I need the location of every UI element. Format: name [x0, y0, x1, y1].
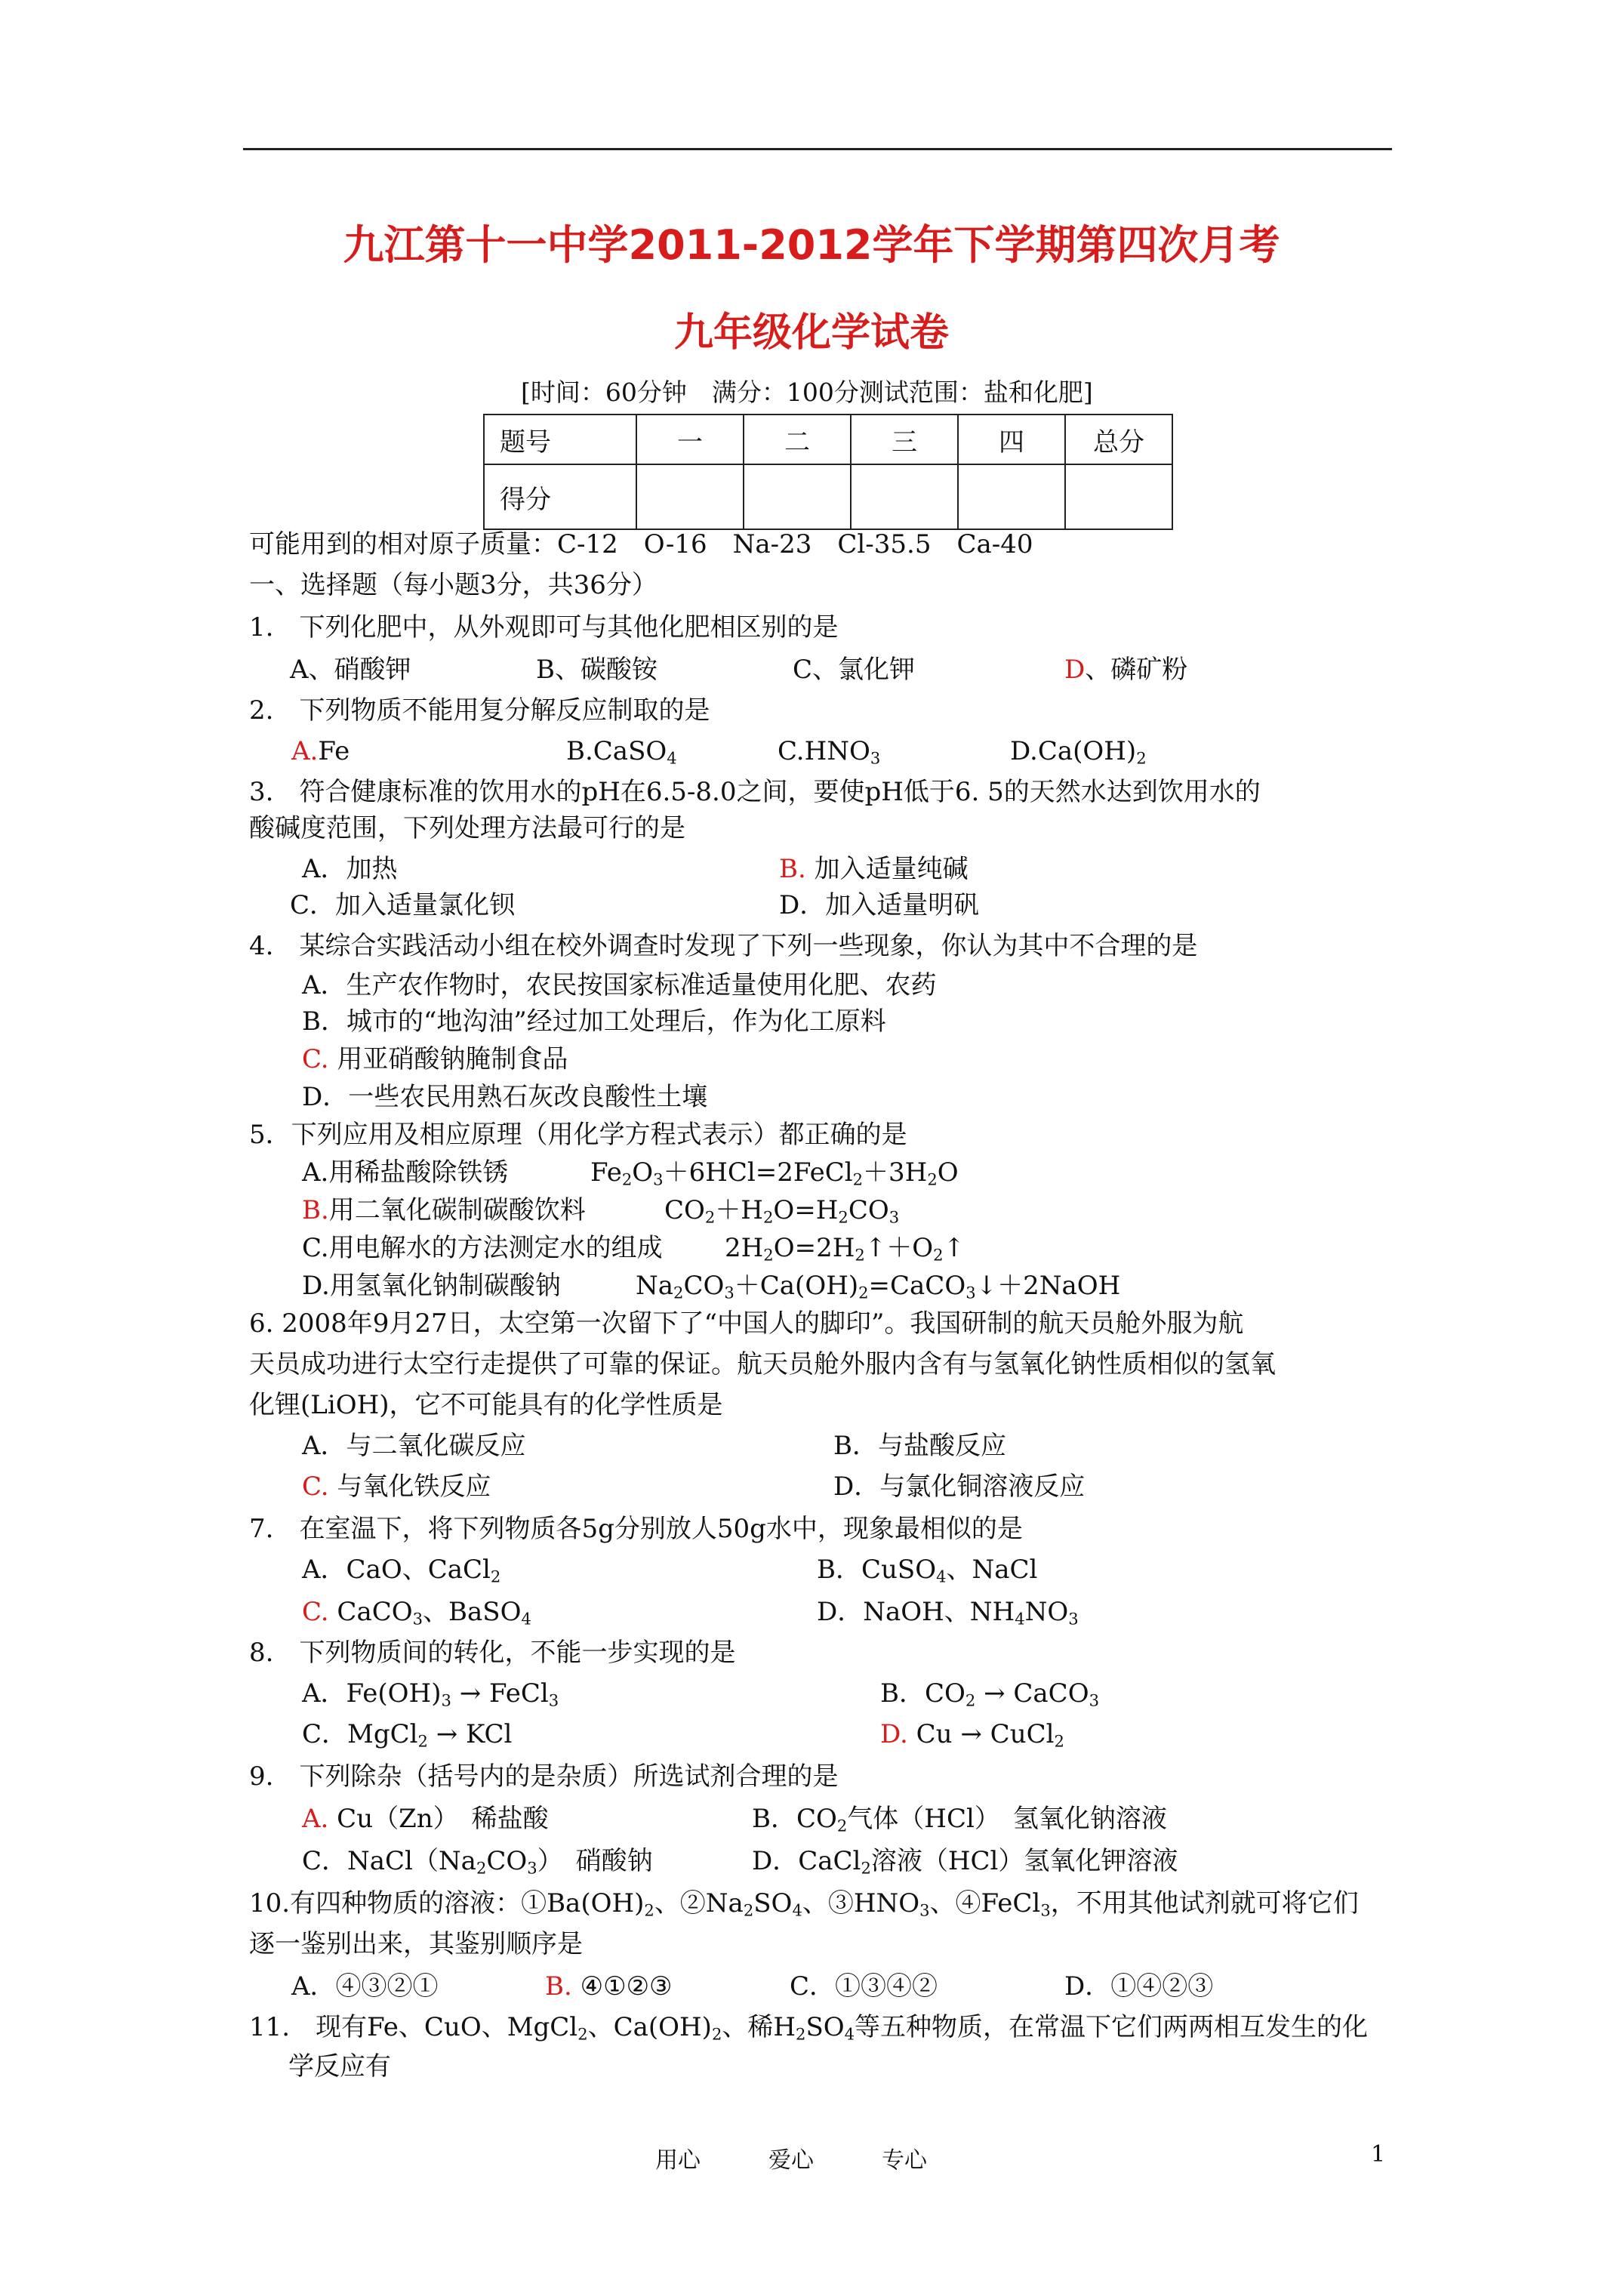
- option-d: D．CaCl$_2$溶液（HCl）氢氧化钾溶液: [752, 1846, 1178, 1878]
- top-rule: [243, 148, 1392, 150]
- option-d: D．NaOH、$NH_4NO_3$: [817, 1597, 1079, 1629]
- section-heading: 一、选择题（每小题3分，共36分）: [249, 570, 658, 600]
- option-c: C．①③④②: [790, 1971, 938, 2002]
- option-a: A．生产农作物时，农民按国家标准适量使用化肥、农药: [302, 970, 937, 1000]
- option-d: D．与氯化铜溶液反应: [833, 1472, 1086, 1502]
- footer-text: 用心: [655, 2147, 701, 2174]
- option-text: Cu（Zn） 稀盐酸: [328, 1804, 549, 1834]
- option-d: D．①④②③: [1064, 1971, 1214, 2002]
- option-b: B．$CO_2$气体（HCl） 氢氧化钠溶液: [752, 1804, 1167, 1835]
- option-text: 、磷矿粉: [1085, 655, 1188, 685]
- subscript: 3: [870, 748, 881, 768]
- option-text: ④①②③: [571, 1971, 673, 2002]
- score-table: [483, 414, 1173, 530]
- question-stem: 天员成功进行太空行走提供了可靠的保证。航天员舱外服内含有与氢氧化钠性质相似的氢氧: [249, 1349, 1276, 1379]
- question-stem: 4. 某综合实践活动小组在校外调查时发现了下列一些现象，你认为其中不合理的是: [249, 931, 1198, 961]
- score-cell: [744, 464, 851, 529]
- option-d: D．加入适量明矾: [779, 890, 980, 920]
- question-stem: 9. 下列除杂（括号内的是杂质）所选试剂合理的是: [249, 1761, 839, 1792]
- question-stem: 化锂(LiOH)，它不可能具有的化学性质是: [249, 1390, 723, 1420]
- option-c: C. CaCO$_3$、BaSO$_4$: [302, 1597, 531, 1629]
- option-d: D. Cu → CuCl$_2$: [880, 1719, 1064, 1751]
- option-a: A．与二氧化碳反应: [302, 1431, 526, 1461]
- score-header-cell: 二: [744, 415, 851, 464]
- page-number: 1: [1371, 2141, 1386, 2168]
- answer-mark: A.: [302, 1804, 329, 1834]
- option-b: [545, 1971, 673, 2002]
- equation-d: $Na_2CO_3+Ca(OH)_2=CaCO_3↓+2NaOH$: [636, 1271, 1121, 1302]
- footer-text: 爱心: [768, 2147, 814, 2174]
- answer-mark: B.: [545, 1971, 572, 2002]
- option-b: B．城市的“地沟油”经过加工处理后，作为化工原料: [302, 1006, 886, 1037]
- answer-mark: B.: [779, 854, 806, 884]
- score-header-cell: 总分: [1065, 415, 1172, 464]
- option-c: [778, 736, 881, 768]
- option-text: B.CaSO: [566, 736, 667, 766]
- option-text: Fe: [318, 736, 350, 766]
- score-header-cell: 一: [636, 415, 744, 464]
- exam-subtitle: 九年级化学试卷: [673, 310, 949, 356]
- option-b: [566, 736, 677, 768]
- option-b: B、碳酸铵: [536, 655, 658, 685]
- option-text: 与氧化铁反应: [328, 1472, 491, 1502]
- option-d: [1010, 736, 1147, 768]
- exam-title: 九江第十一中学2011-2012学年下学期第四次月考: [343, 221, 1280, 269]
- option-text: 加入适量纯碱: [805, 854, 969, 884]
- option-a: A．$Fe(OH)_3$ → FeCl$_3$: [302, 1678, 559, 1710]
- subscript: 4: [667, 748, 677, 768]
- option-c: C、氯化钾: [793, 655, 916, 685]
- question-stem: 10.有四种物质的溶液：$①Ba(OH)_2$、$②Na_2SO_4$、$③HNO_3$、④FeCl$_3$，不用其他试剂就可将它们: [249, 1888, 1359, 1920]
- option-text: C.HNO: [778, 736, 870, 766]
- option-text: 用二氧化碳制碳酸饮料: [328, 1195, 586, 1225]
- option-c: C．$NaCl(Na_2CO_3)$ 硝酸钠: [302, 1846, 653, 1878]
- answer-mark: D.: [880, 1719, 908, 1749]
- option-a: A．加热: [302, 854, 398, 884]
- equation-c: $2H_2O=2H_2↑+O_2↑$: [725, 1233, 965, 1265]
- option-c: [302, 1472, 491, 1502]
- question-stem: 11. 现有Fe、CuO、MgCl$_2$、$Ca(OH)_2$、稀$H_2SO_4$等五种物质，在常温下它们两两相互发生的化: [249, 2012, 1369, 2044]
- option-text: 用亚硝酸钠腌制食品: [328, 1044, 568, 1074]
- option-text: A.用稀盐酸除铁锈: [302, 1157, 509, 1188]
- answer-mark: C.: [302, 1597, 329, 1627]
- question-stem: 3. 符合健康标准的饮用水的pH在6.5-8.0之间，要使pH低于6. 5的天然水达到饮用水的: [249, 777, 1261, 807]
- option-b: [302, 1197, 586, 1223]
- exam-meta: [时间：60分钟 满分：100分测试范围：盐和化肥]: [521, 378, 1093, 407]
- score-header-cell: 三: [851, 415, 958, 464]
- subscript: 2: [1136, 748, 1147, 768]
- question-stem: 5．下列应用及相应原理（用化学方程式表示）都正确的是: [249, 1120, 907, 1150]
- option-text: D.用氢氧化钠制碳酸钠: [302, 1271, 561, 1301]
- option-a: [302, 1157, 509, 1188]
- option-d: [302, 1273, 561, 1299]
- option-c: [302, 1235, 663, 1261]
- question-stem: 6. 2008年9月27日，太空第一次留下了“中国人的脚印”。我国研制的航天员舱外服为航: [249, 1308, 1244, 1339]
- score-cell: [851, 464, 958, 529]
- option-b: B．$CO_2$ → CaCO$_3$: [880, 1678, 1099, 1710]
- option-c: C．加入适量氯化钡: [290, 890, 516, 920]
- score-cell: [1065, 464, 1172, 529]
- question-stem: 学反应有: [288, 2051, 391, 2082]
- option-a: A．CaO、CaCl$_2$: [302, 1555, 501, 1586]
- score-row-label: 得分: [484, 464, 636, 529]
- question-stem: 7. 在室温下，将下列物质各5g分别放人50g水中，现象最相似的是: [249, 1514, 1023, 1544]
- option-a: [302, 1806, 549, 1832]
- question-stem: 逐一鉴别出来，其鉴别顺序是: [249, 1929, 583, 1959]
- option-d: [1064, 657, 1187, 683]
- answer-mark: C.: [302, 1472, 329, 1502]
- option-d: D．一些农民用熟石灰改良酸性土壤: [302, 1082, 708, 1112]
- question-stem: 酸碱度范围，下列处理方法最可行的是: [249, 813, 685, 843]
- score-cell: [636, 464, 744, 529]
- option-c: [302, 1046, 568, 1072]
- option-text: D.Ca(OH): [1010, 736, 1137, 766]
- option-a: A．④③②①: [291, 1971, 439, 2002]
- option-a: A、硝酸钾: [290, 655, 411, 685]
- option-text: C.用电解水的方法测定水的组成: [302, 1233, 663, 1263]
- option-b: [779, 856, 969, 882]
- option-b: B．CuSO$_4$、NaCl: [817, 1555, 1038, 1586]
- option-c: C．MgCl$_2$ → KCl: [302, 1719, 513, 1751]
- equation-b: $CO_2+H_2O=H_2CO_3$: [664, 1195, 900, 1227]
- score-header-cell: 题号: [484, 415, 636, 464]
- footer-text: 专心: [882, 2147, 927, 2174]
- answer-mark: D: [1064, 655, 1086, 685]
- option-a: [291, 738, 350, 764]
- score-header-cell: 四: [958, 415, 1065, 464]
- question-stem: 8. 下列物质间的转化，不能一步实现的是: [249, 1638, 736, 1668]
- answer-mark: B.: [302, 1195, 329, 1225]
- question-stem: 2. 下列物质不能用复分解反应制取的是: [249, 695, 710, 726]
- atomic-masses: 可能用到的相对原子质量：C-12 O-16 Na-23 Cl-35.5 Ca-40: [249, 529, 1033, 559]
- question-stem: 1. 下列化肥中，从外观即可与其他化肥相区别的是: [249, 612, 839, 643]
- answer-mark: C.: [302, 1044, 329, 1074]
- option-b: B．与盐酸反应: [833, 1431, 1006, 1461]
- answer-mark: A.: [291, 736, 319, 766]
- score-cell: [958, 464, 1065, 529]
- equation-a: $Fe_2O_3+6HCl=2FeCl_2+3H_2O$: [590, 1157, 959, 1189]
